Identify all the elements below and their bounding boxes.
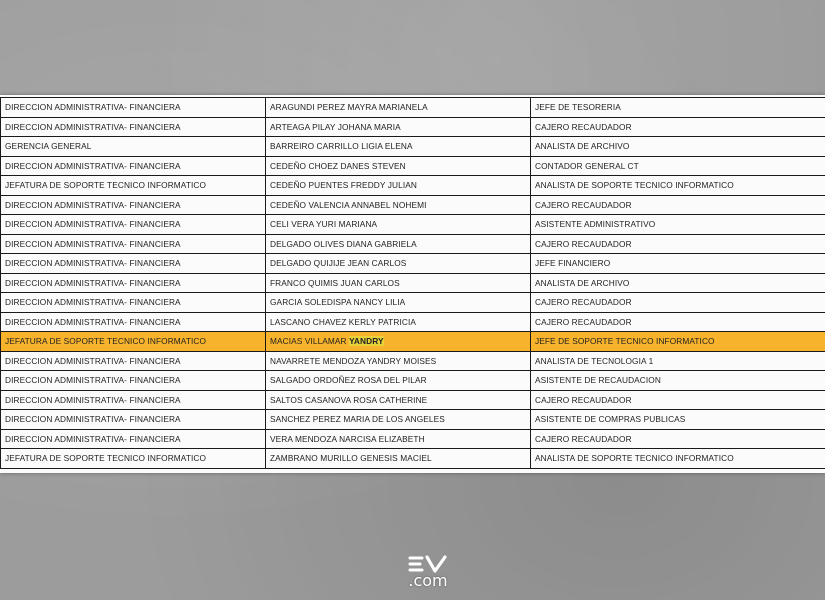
position-cell: ANALISTA DE TECNOLOGIA 1 (531, 351, 825, 371)
department-cell: DIRECCION ADMINISTRATIVA- FINANCIERA (1, 273, 266, 293)
position-cell: CONTADOR GENERAL CT (531, 156, 825, 176)
name-text: MACIAS VILLAMAR (270, 336, 350, 347)
position-cell: CAJERO RECAUDADOR (531, 293, 825, 313)
name-cell: ARTEAGA PILAY JOHANA MARIA (266, 117, 531, 137)
department-cell: DIRECCION ADMINISTRATIVA- FINANCIERA (1, 312, 266, 332)
position-cell: CAJERO RECAUDADOR (531, 390, 825, 410)
table-row (1, 410, 825, 430)
position-cell: JEFE FINANCIERO (531, 254, 825, 274)
name-cell: DELGADO OLIVES DIANA GABRIELA (266, 234, 531, 254)
logo-domain-text: .com (408, 571, 448, 590)
department-cell: DIRECCION ADMINISTRATIVA- FINANCIERA (1, 390, 266, 410)
name-cell: ARAGUNDI PEREZ MAYRA MARIANELA (266, 98, 531, 118)
name-cell: ZAMBRANO MURILLO GENESIS MACIEL (266, 449, 531, 469)
table-row (1, 176, 825, 196)
department-cell: DIRECCION ADMINISTRATIVA- FINANCIERA (1, 351, 266, 371)
position-cell: CAJERO RECAUDADOR (531, 195, 825, 215)
table-row (1, 215, 825, 235)
ecuavisa-logo (402, 555, 454, 591)
table-row (1, 254, 825, 274)
table-row (1, 117, 825, 137)
position-cell: ASISTENTE DE RECAUDACION (531, 371, 825, 391)
table-row (1, 312, 825, 332)
document-sheet (0, 95, 825, 473)
name-cell: DELGADO QUIJIJE JEAN CARLOS (266, 254, 531, 274)
name-cell: LASCANO CHAVEZ KERLY PATRICIA (266, 312, 531, 332)
name-cell: SANCHEZ PEREZ MARIA DE LOS ANGELES (266, 410, 531, 430)
name-cell (266, 332, 531, 352)
name-cell: VERA MENDOZA NARCISA ELIZABETH (266, 429, 531, 449)
name-cell: SALGADO ORDOÑEZ ROSA DEL PILAR (266, 371, 531, 391)
position-cell: ANALISTA DE SOPORTE TECNICO INFORMATICO (531, 449, 825, 469)
staff-table (0, 97, 825, 469)
department-cell: GERENCIA GENERAL (1, 137, 266, 157)
name-cell: CEDEÑO PUENTES FREDDY JULIAN (266, 176, 531, 196)
name-cell: CELI VERA YURI MARIANA (266, 215, 531, 235)
name-cell: BARREIRO CARRILLO LIGIA ELENA (266, 137, 531, 157)
table-row (1, 429, 825, 449)
position-cell: CAJERO RECAUDADOR (531, 234, 825, 254)
table-row (1, 156, 825, 176)
table-row (1, 390, 825, 410)
department-cell: JEFATURA DE SOPORTE TECNICO INFORMATICO (1, 332, 266, 352)
department-cell: DIRECCION ADMINISTRATIVA- FINANCIERA (1, 195, 266, 215)
position-cell: CAJERO RECAUDADOR (531, 312, 825, 332)
name-cell: CEDEÑO VALENCIA ANNABEL NOHEMI (266, 195, 531, 215)
table-row (1, 137, 825, 157)
position-cell: JEFE DE SOPORTE TECNICO INFORMATICO (531, 332, 825, 352)
position-cell: CAJERO RECAUDADOR (531, 117, 825, 137)
table-row (1, 449, 825, 469)
table-row (1, 371, 825, 391)
name-cell: NAVARRETE MENDOZA YANDRY MOISES (266, 351, 531, 371)
table-row (1, 195, 825, 215)
table-row (1, 293, 825, 313)
position-cell: JEFE DE TESORERIA (531, 98, 825, 118)
department-cell: DIRECCION ADMINISTRATIVA- FINANCIERA (1, 215, 266, 235)
table-row (1, 351, 825, 371)
name-cell: CEDEÑO CHOEZ DANES STEVEN (266, 156, 531, 176)
highlighted-row (1, 332, 825, 352)
position-cell: ASISTENTE DE COMPRAS PUBLICAS (531, 410, 825, 430)
department-cell: DIRECCION ADMINISTRATIVA- FINANCIERA (1, 234, 266, 254)
name-cell: FRANCO QUIMIS JUAN CARLOS (266, 273, 531, 293)
table-row (1, 234, 825, 254)
position-cell: ANALISTA DE ARCHIVO (531, 273, 825, 293)
position-cell: ANALISTA DE SOPORTE TECNICO INFORMATICO (531, 176, 825, 196)
name-cell: SALTOS CASANOVA ROSA CATHERINE (266, 390, 531, 410)
department-cell: DIRECCION ADMINISTRATIVA- FINANCIERA (1, 156, 266, 176)
department-cell: DIRECCION ADMINISTRATIVA- FINANCIERA (1, 254, 266, 274)
position-cell: ANALISTA DE ARCHIVO (531, 137, 825, 157)
department-cell: JEFATURA DE SOPORTE TECNICO INFORMATICO (1, 176, 266, 196)
department-cell: DIRECCION ADMINISTRATIVA- FINANCIERA (1, 429, 266, 449)
department-cell: DIRECCION ADMINISTRATIVA- FINANCIERA (1, 410, 266, 430)
department-cell: DIRECCION ADMINISTRATIVA- FINANCIERA (1, 293, 266, 313)
department-cell: DIRECCION ADMINISTRATIVA- FINANCIERA (1, 117, 266, 137)
table-row (1, 273, 825, 293)
department-cell: DIRECCION ADMINISTRATIVA- FINANCIERA (1, 98, 266, 118)
position-cell: ASISTENTE ADMINISTRATIVO (531, 215, 825, 235)
name-cell: GARCIA SOLEDISPA NANCY LILIA (266, 293, 531, 313)
highlighted-name-mark: YANDRY (349, 336, 384, 347)
table-row (1, 98, 825, 118)
department-cell: DIRECCION ADMINISTRATIVA- FINANCIERA (1, 371, 266, 391)
position-cell: CAJERO RECAUDADOR (531, 429, 825, 449)
department-cell: JEFATURA DE SOPORTE TECNICO INFORMATICO (1, 449, 266, 469)
